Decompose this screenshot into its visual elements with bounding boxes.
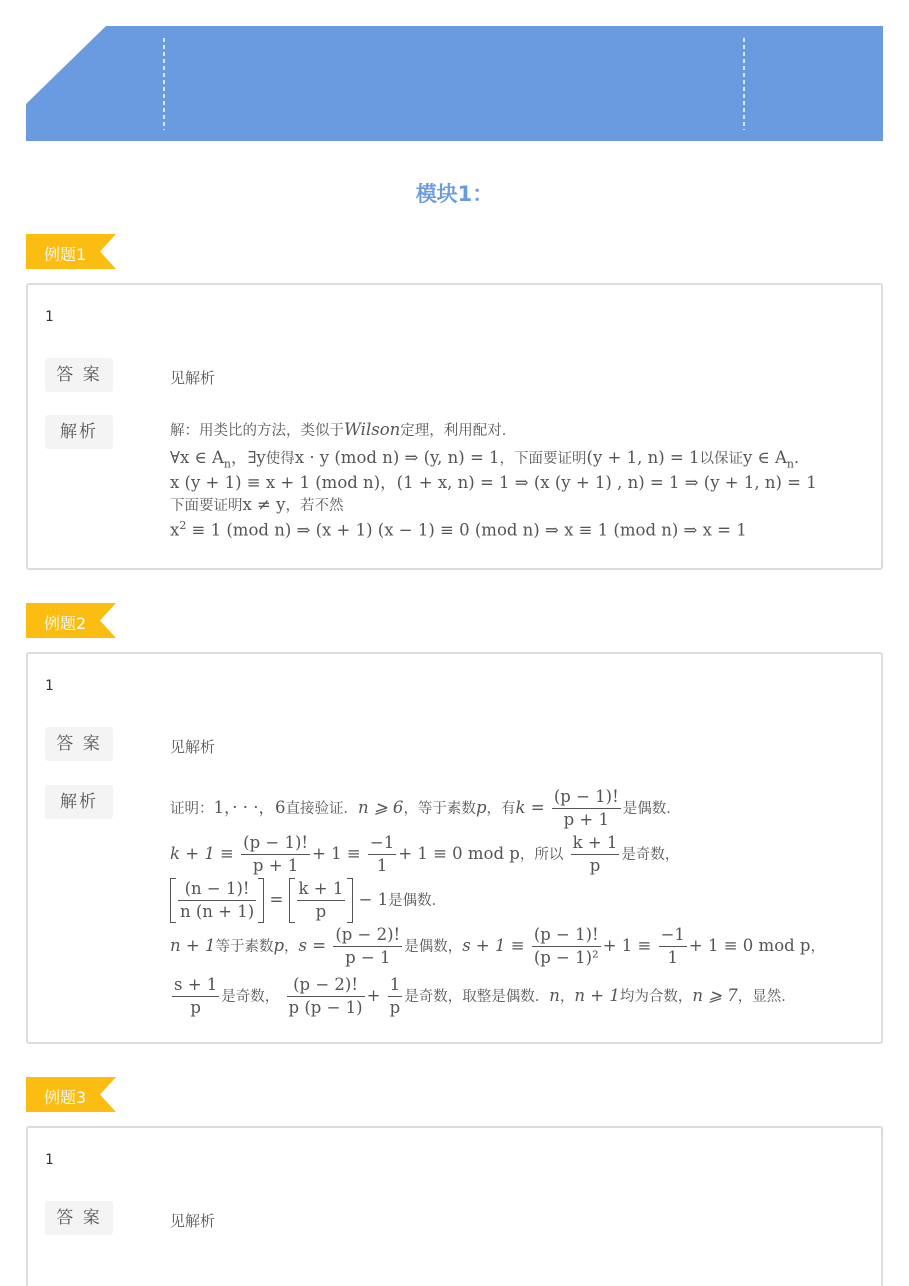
example-tag-label: 例题1: [44, 245, 87, 264]
example-tag-label: 例题2: [44, 614, 87, 633]
example-tag-3: [26, 1077, 116, 1112]
solution-line: x (y + 1) ≡ x + 1 (mod n)，(1 + x, n) = 1 ⇒ (x (y + 1) , n) = 1 ⇒ (y + 1, n) = 1: [170, 473, 817, 492]
question-number: 1: [45, 1152, 54, 1168]
fraction: $\frac{1}{p}$: [389, 975, 401, 1017]
question-card-1: [26, 283, 883, 570]
solution-line: $\frac{(n - 1)!}{n (n + 1)}$ = $\frac{k + 1}{p}$ − 1是偶数．: [170, 878, 446, 923]
answer-text: 见解析: [170, 369, 216, 387]
solution-line: $x^2 \equiv 1$ (mod n) ⇒ (x + 1) (x − 1) ≡ 0 (mod n) ⇒ x ≡ 1 (mod n) ⇒ x = 1: [170, 519, 747, 540]
answer-label: 答 案: [45, 727, 113, 761]
fraction: $\frac{-1}{1}$: [660, 925, 685, 967]
solution-line: 证明：1，· · ·，6直接验证．n ⩾ 6，等于素数p，有k = $\frac{(p - 1)!}{p + 1}$ 是偶数．: [170, 787, 681, 829]
fraction: $\frac{k + 1}{p}$: [572, 833, 618, 875]
analysis-label: 解析: [45, 415, 113, 449]
solution-line: 解：用类比的方法，类似于Wilson定理，利用配对．: [170, 420, 517, 439]
floor-bracket: $\frac{k + 1}{p}$: [289, 878, 354, 923]
answer-label: 答 案: [45, 1201, 113, 1235]
question-card-2: [26, 652, 883, 1044]
solution-line: n + 1等于素数p，s = $\frac{(p - 2)!}{p - 1}$ 是偶数，s + 1 ≡ $\frac{(p - 1)!}{\text{(p − 1)²}}$ + 1 ≡ $\frac{-1}{1}$ + 1 ≡ 0 mod p，: [170, 925, 825, 967]
fraction: $\frac{(p - 1)!}{p + 1}$: [553, 787, 619, 829]
example-tag-1: [26, 234, 116, 269]
solution-line: k + 1 ≡ $\frac{(p - 1)!}{p + 1}$ + 1 ≡ $\frac{-1}{1}$ + 1 ≡ 0 mod p，所以 $\frac{k + 1}{p}$ 是奇数，: [170, 833, 680, 875]
example-tag-label: 例题3: [44, 1088, 87, 1107]
answer-text: 见解析: [170, 1212, 216, 1230]
fraction: $\frac{(p - 2)!}{p (p - 1)}$: [288, 975, 363, 1017]
solution-line: $\frac{s + 1}{p}$ 是奇数， $\frac{(p - 2)!}{p (p - 1)}$ + $\frac{1}{p}$ 是奇数，取整是偶数．n，n + 1均为合数，n ⩾ 7，显然．: [174, 975, 796, 1017]
solution-line: 下面要证明x ≠ y，若不然: [170, 495, 344, 514]
fraction: $\frac{-1}{1}$: [369, 833, 395, 875]
question-number: 1: [45, 678, 54, 694]
example-tag-2: [26, 603, 116, 638]
fraction: $\frac{(p - 1)!}{\text{(p − 1)²}}$: [533, 925, 599, 967]
fraction: $\frac{(p - 1)!}{p + 1}$: [243, 833, 309, 875]
analysis-label: 解析: [45, 785, 113, 819]
question-number: 1: [45, 309, 54, 325]
fraction: $\frac{(p - 2)!}{p - 1}$: [335, 925, 401, 967]
answer-label: 答 案: [45, 358, 113, 392]
solution-line: ∀x ∈ $A_n$，∃y使得x · y (mod n) ⇒ (y, n) = 1，下面要证明(y + 1, n) = 1以保证y ∈ $A_n$．: [170, 448, 811, 471]
floor-bracket: $\frac{(n - 1)!}{n (n + 1)}$: [170, 878, 264, 923]
module-title: 模块1：: [415, 182, 494, 206]
fraction: $\frac{s + 1}{p}$: [174, 975, 218, 1017]
header-banner: [26, 26, 883, 141]
question-card-3: [26, 1126, 883, 1286]
answer-text: 见解析: [170, 738, 216, 756]
